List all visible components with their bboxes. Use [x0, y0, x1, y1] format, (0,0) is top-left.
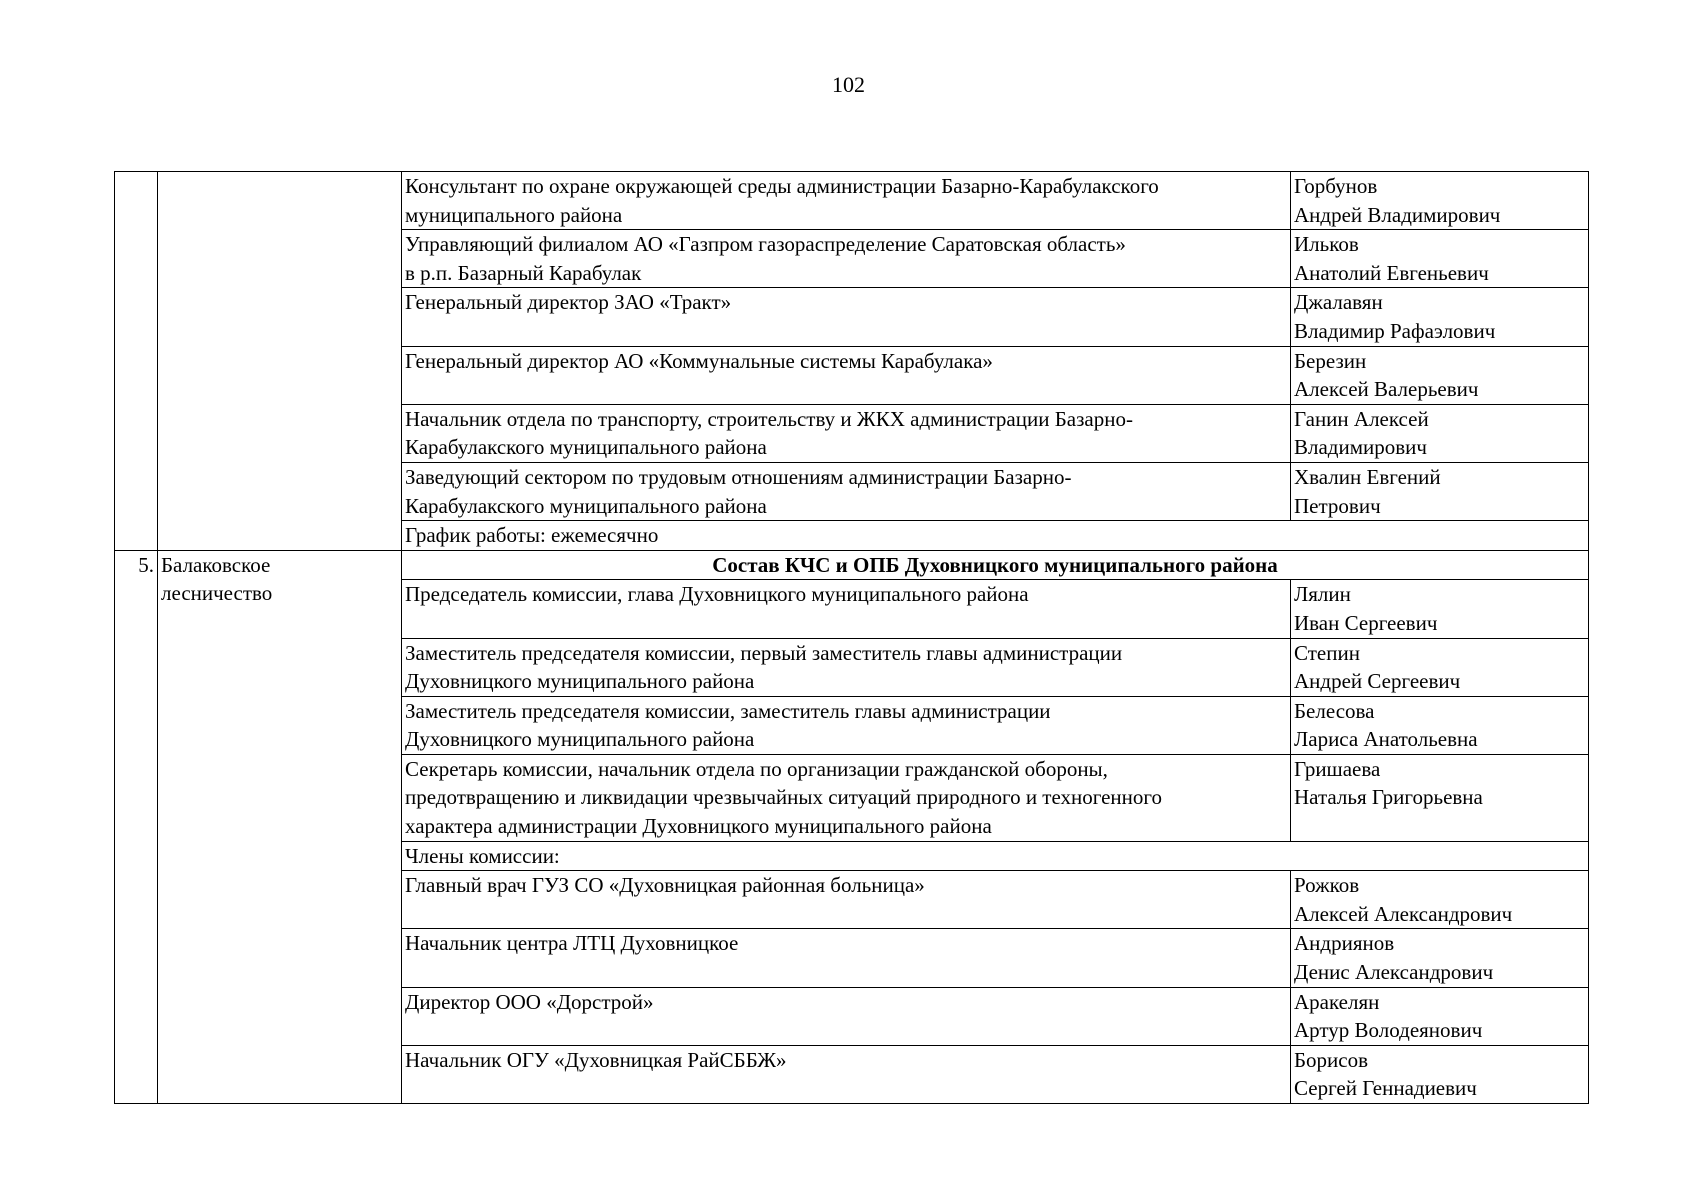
person-cell: Ганин Алексей Владимирович — [1291, 404, 1589, 462]
person-cell: Ильков Анатолий Евгеньевич — [1291, 230, 1589, 288]
position-cell: Заместитель председателя комиссии, заместитель главы администрации Духовницкого муниципального района — [402, 696, 1291, 754]
position-cell: Начальник отдела по транспорту, строительству и ЖКХ администрации Базарно- Карабулакского муниципального района — [402, 404, 1291, 462]
position-cell: Начальник ОГУ «Духовницкая РайСББЖ» — [402, 1045, 1291, 1103]
person-cell: Андриянов Денис Александрович — [1291, 929, 1589, 987]
person-cell: Джалавян Владимир Рафаэлович — [1291, 288, 1589, 346]
person-cell: Хвалин Евгений Петрович — [1291, 462, 1589, 520]
person-cell: Горбунов Андрей Владимирович — [1291, 172, 1589, 230]
person-cell: Лялин Иван Сергеевич — [1291, 580, 1589, 638]
row-number-cell — [115, 172, 158, 551]
position-cell: Секретарь комиссии, начальник отдела по организации гражданской обороны, предотвращению и ликвидации чрезвычайных ситуаций природного и техногенного характера администрации Духовницкого муниципального района — [402, 754, 1291, 841]
section-heading: Состав КЧС и ОПБ Духовницкого муниципального района — [402, 550, 1589, 580]
position-cell: Заведующий сектором по трудовым отношениям администрации Базарно- Карабулакского муниципального района — [402, 462, 1291, 520]
position-cell: Консультант по охране окружающей среды администрации Базарно-Карабулакского муниципального района — [402, 172, 1291, 230]
person-cell: Степин Андрей Сергеевич — [1291, 638, 1589, 696]
page-number: 102 — [832, 72, 865, 97]
position-cell: Генеральный директор ЗАО «Тракт» — [402, 288, 1291, 346]
commission-table — [114, 171, 1589, 1104]
position-cell: Управляющий филиалом АО «Газпром газораспределение Саратовская область» в р.п. Базарный Карабулак — [402, 230, 1291, 288]
person-cell: Березин Алексей Валерьевич — [1291, 346, 1589, 404]
members-label: Члены комиссии: — [402, 841, 1589, 871]
person-cell: Борисов Сергей Геннадиевич — [1291, 1045, 1589, 1103]
forestry-cell: Балаковское лесничество — [158, 550, 402, 1103]
table-row — [115, 550, 1589, 580]
position-cell: Начальник центра ЛТЦ Духовницкое — [402, 929, 1291, 987]
schedule-cell: График работы: ежемесячно — [402, 521, 1589, 551]
person-cell: Рожков Алексей Александрович — [1291, 871, 1589, 929]
person-cell: Белесова Лариса Анатольевна — [1291, 696, 1589, 754]
position-cell: Генеральный директор АО «Коммунальные системы Карабулака» — [402, 346, 1291, 404]
person-cell: Гришаева Наталья Григорьевна — [1291, 754, 1589, 841]
position-cell: Заместитель председателя комиссии, первый заместитель главы администрации Духовницкого муниципального района — [402, 638, 1291, 696]
row-number-cell: 5. — [115, 550, 158, 1103]
forestry-cell — [158, 172, 402, 551]
position-cell: Главный врач ГУЗ СО «Духовницкая районная больница» — [402, 871, 1291, 929]
position-cell: Директор ООО «Дорстрой» — [402, 987, 1291, 1045]
position-cell: Председатель комиссии, глава Духовницкого муниципального района — [402, 580, 1291, 638]
person-cell: Аракелян Артур Володеянович — [1291, 987, 1589, 1045]
table-row — [115, 172, 1589, 230]
